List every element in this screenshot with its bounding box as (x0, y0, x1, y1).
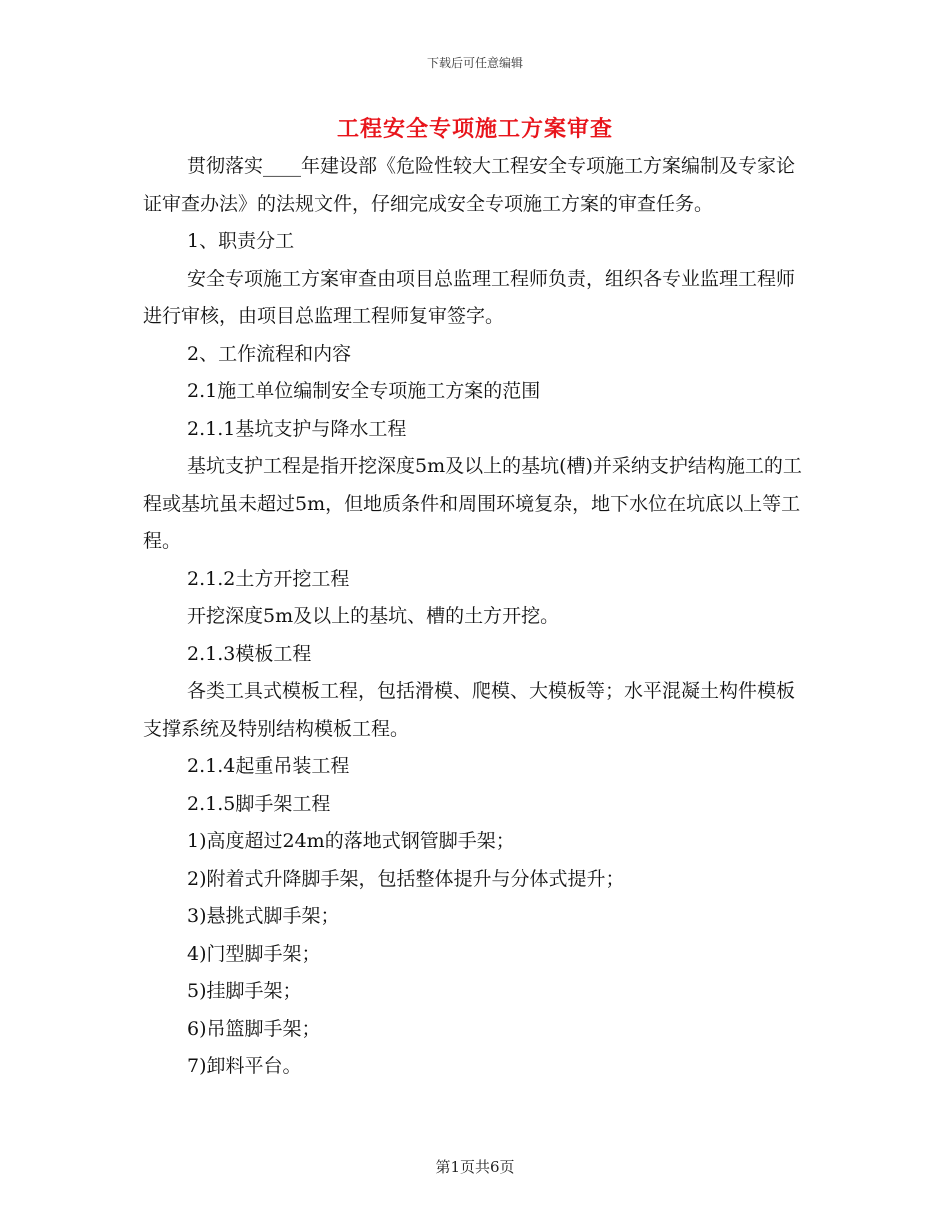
list-item: 5)挂脚手架； (187, 980, 302, 1002)
list-item: 1)高度超过24m的落地式钢管脚手架； (187, 830, 515, 852)
document-title: 工程安全专项施工方案审查 (336, 116, 613, 142)
header-note: 下载后可任意编辑 (426, 56, 523, 70)
section-heading-workflow: 2、工作流程和内容 (187, 342, 352, 365)
list-item: 3)悬挑式脚手架； (187, 905, 340, 927)
intro-paragraph: 贯彻落实____年建设部《危险性较大工程安全专项施工方案编制及专家论证审查办法》的法规文件，仔细完成安全专项施工方案的审查任务。 (143, 155, 796, 215)
list-item: 4)门型脚手架； (187, 942, 321, 965)
subsection-heading-earthwork: 2.1.2土方开挖工程 (187, 567, 350, 590)
page-number: 第1页共6页 (435, 1158, 515, 1176)
foundation-pit-paragraph: 基坑支护工程是指开挖深度5m及以上的基坑(槽)并采纳支护结构施工的工程或基坑虽未超过5m，但地质条件和周围环境复杂，地下水位在坑底以上等工程。 (143, 455, 802, 552)
document-body (143, 148, 805, 1086)
subsection-heading-lifting: 2.1.4起重吊装工程 (187, 755, 350, 777)
subsection-heading-scaffolding: 2.1.5脚手架工程 (187, 792, 331, 815)
list-item: 6)吊篮脚手架； (187, 1017, 321, 1040)
subsection-heading-foundation-pit: 2.1.1基坑支护与降水工程 (187, 417, 407, 440)
responsibilities-paragraph: 安全专项施工方案审查由项目总监理工程师负责，组织各专业监理工程师进行审核，由项目总监理工程师复审签字。 (143, 267, 796, 327)
formwork-paragraph: 各类工具式模板工程，包括滑模、爬模、大模板等；水平混凝土构件模板支撑系统及特别结构模板工程。 (143, 680, 796, 740)
list-item: 2)附着式升降脚手架，包括整体提升与分体式提升； (187, 867, 625, 890)
list-item: 7)卸料平台。 (187, 1055, 302, 1077)
subsection-heading-scope: 2.1施工单位编制安全专项施工方案的范围 (187, 380, 541, 402)
subsection-heading-formwork: 2.1.3模板工程 (187, 642, 312, 665)
section-heading-responsibilities: 1、职责分工 (187, 230, 295, 252)
earthwork-paragraph: 开挖深度5m及以上的基坑、槽的土方开挖。 (187, 605, 560, 627)
